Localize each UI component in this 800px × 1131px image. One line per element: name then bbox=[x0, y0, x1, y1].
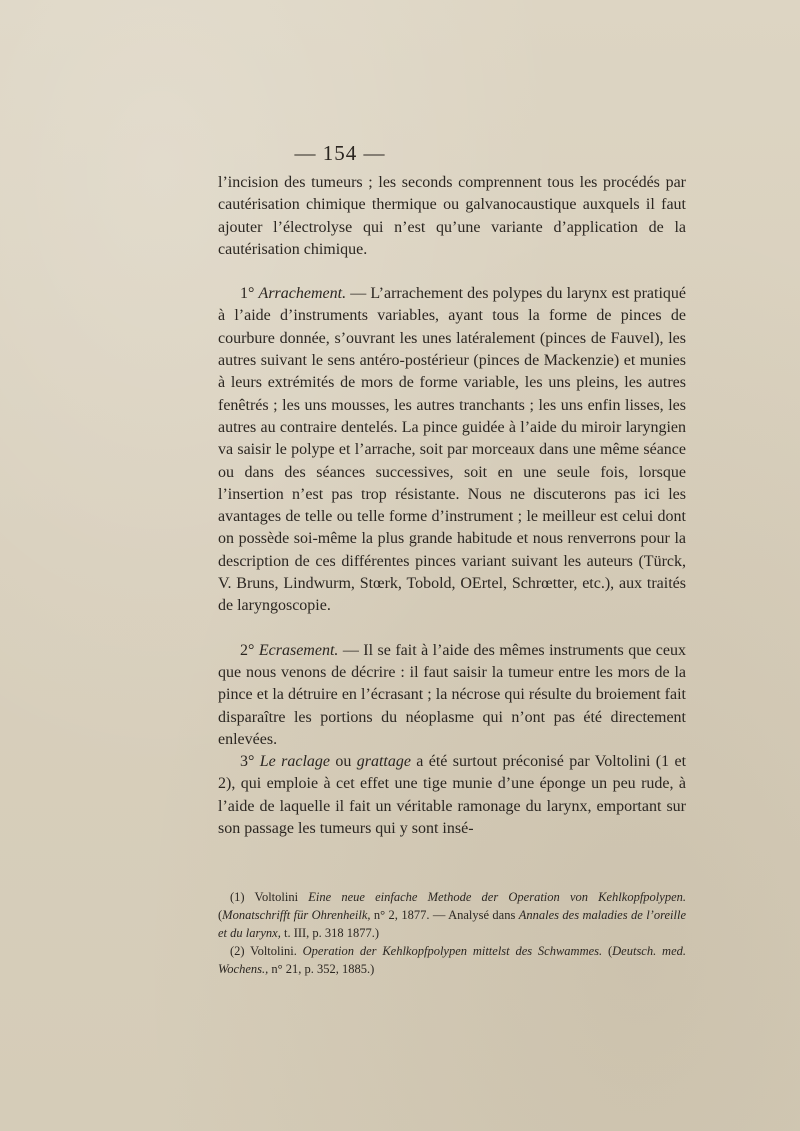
section-number: 1° bbox=[240, 285, 259, 303]
paragraph-continuation: l’incision des tumeurs ; les seconds comprennent tous les procédés par cautérisation chimique thermique ou galvanocaustique auxquels il faut ajouter l’électrolyse qui n’est qu’une variante d’application de la cautérisation chimique. bbox=[218, 174, 686, 258]
footnote-work-title: Operation der Kehlkopfpolypen mittelst des Schwammes. bbox=[302, 944, 603, 958]
footnote-text: ( bbox=[218, 908, 223, 922]
footnote-journal: Annales des maladies de l’oreille et du larynx, bbox=[218, 908, 686, 940]
paragraph-ecrasement bbox=[218, 640, 686, 751]
section-text: a été surtout préconisé par Voltolini (1 et 2), qui emploie à cet effet une tige munie d’une éponge un peu rude, à l’aide de laquelle il fait un véritable ramonage du larynx, emportant sur son passage les tumeurs qui y sont insé- bbox=[218, 753, 687, 838]
section-number: 3° bbox=[240, 753, 260, 771]
footnote-text: t. III, p. 318 1877.) bbox=[280, 926, 380, 940]
section-text: — L’arrachement des polypes du larynx est pratiqué à l’aide d’instruments variables, ayant tous la forme de pinces de courbure donnée, s’ouvrant les unes latéralement (pinces de Fauvel), les autres suivant le sens antéro-postérieur (pinces de Mackenzie) et munies à leurs extrémités de mors de forme variable, les uns pleins, les autres fenêtrés ; les uns mousses, les autres tranchants ; les uns enfin lisses, les autres au contraire dentelés. La pince guidée à l’aide du miroir laryngien va saisir le polype et l’arrache, soit par morceaux dans une même séance ou dans des séances successives, soit en une seule fois, lorsque l’insertion n’est pas trop résistante. Nous ne discuterons pas ici les avantages de telle ou telle forme d’instrument ; le meilleur est celui dont on possède soi-même la plus grande habitude et nous renverrons pour la description de ces différentes pinces variant suivant les auteurs (Türck, V. Bruns, Lindwurm, Stœrk, Tobold, OErtel, Schrœtter, etc.), aux traités de laryngoscopie. bbox=[218, 285, 687, 615]
footnote-work-title: Eine neue einfache Methode der Operation von Kehlkopfpolypen. bbox=[308, 890, 686, 904]
section-title: Arrachement. bbox=[258, 285, 347, 303]
paragraph-raclage bbox=[218, 751, 686, 840]
section-number: 2° bbox=[240, 641, 259, 659]
footnotes bbox=[218, 888, 686, 978]
section-title: Ecrasement. bbox=[258, 641, 339, 659]
footnote-1 bbox=[218, 888, 686, 942]
section-connector: ou bbox=[330, 753, 357, 771]
body-text bbox=[218, 172, 686, 840]
footnote-text: ( bbox=[602, 944, 613, 958]
footnote-journal: Monatschrifft für Ohrenheilk, bbox=[222, 908, 371, 922]
footnote-author: (1) Voltolini bbox=[230, 890, 309, 904]
footnote-journal: Deutsch. med. Wochens., bbox=[218, 944, 686, 976]
paragraph-arrachement bbox=[218, 283, 686, 617]
footnote-author: (2) Voltolini. bbox=[230, 944, 303, 958]
footnote-text: n° 2, 1877. — Analysé dans bbox=[370, 908, 519, 922]
page-number: — 154 — bbox=[294, 141, 386, 165]
section-text: — Il se fait à l’aide des mêmes instruments que ceux que nous venons de décrire : il faut saisir la tumeur entre les mors de la pince et la détruire en l’écrasant ; la nécrose qui résulte du broiement fait disparaître les portions du néoplasme qui n’ont pas été directement enlevées. bbox=[218, 641, 686, 748]
section-title-alt: grattage bbox=[356, 753, 411, 771]
footnote-2 bbox=[218, 942, 686, 978]
section-title: Le raclage bbox=[259, 753, 330, 771]
footnote-text: n° 21, p. 352, 1885.) bbox=[268, 962, 375, 976]
